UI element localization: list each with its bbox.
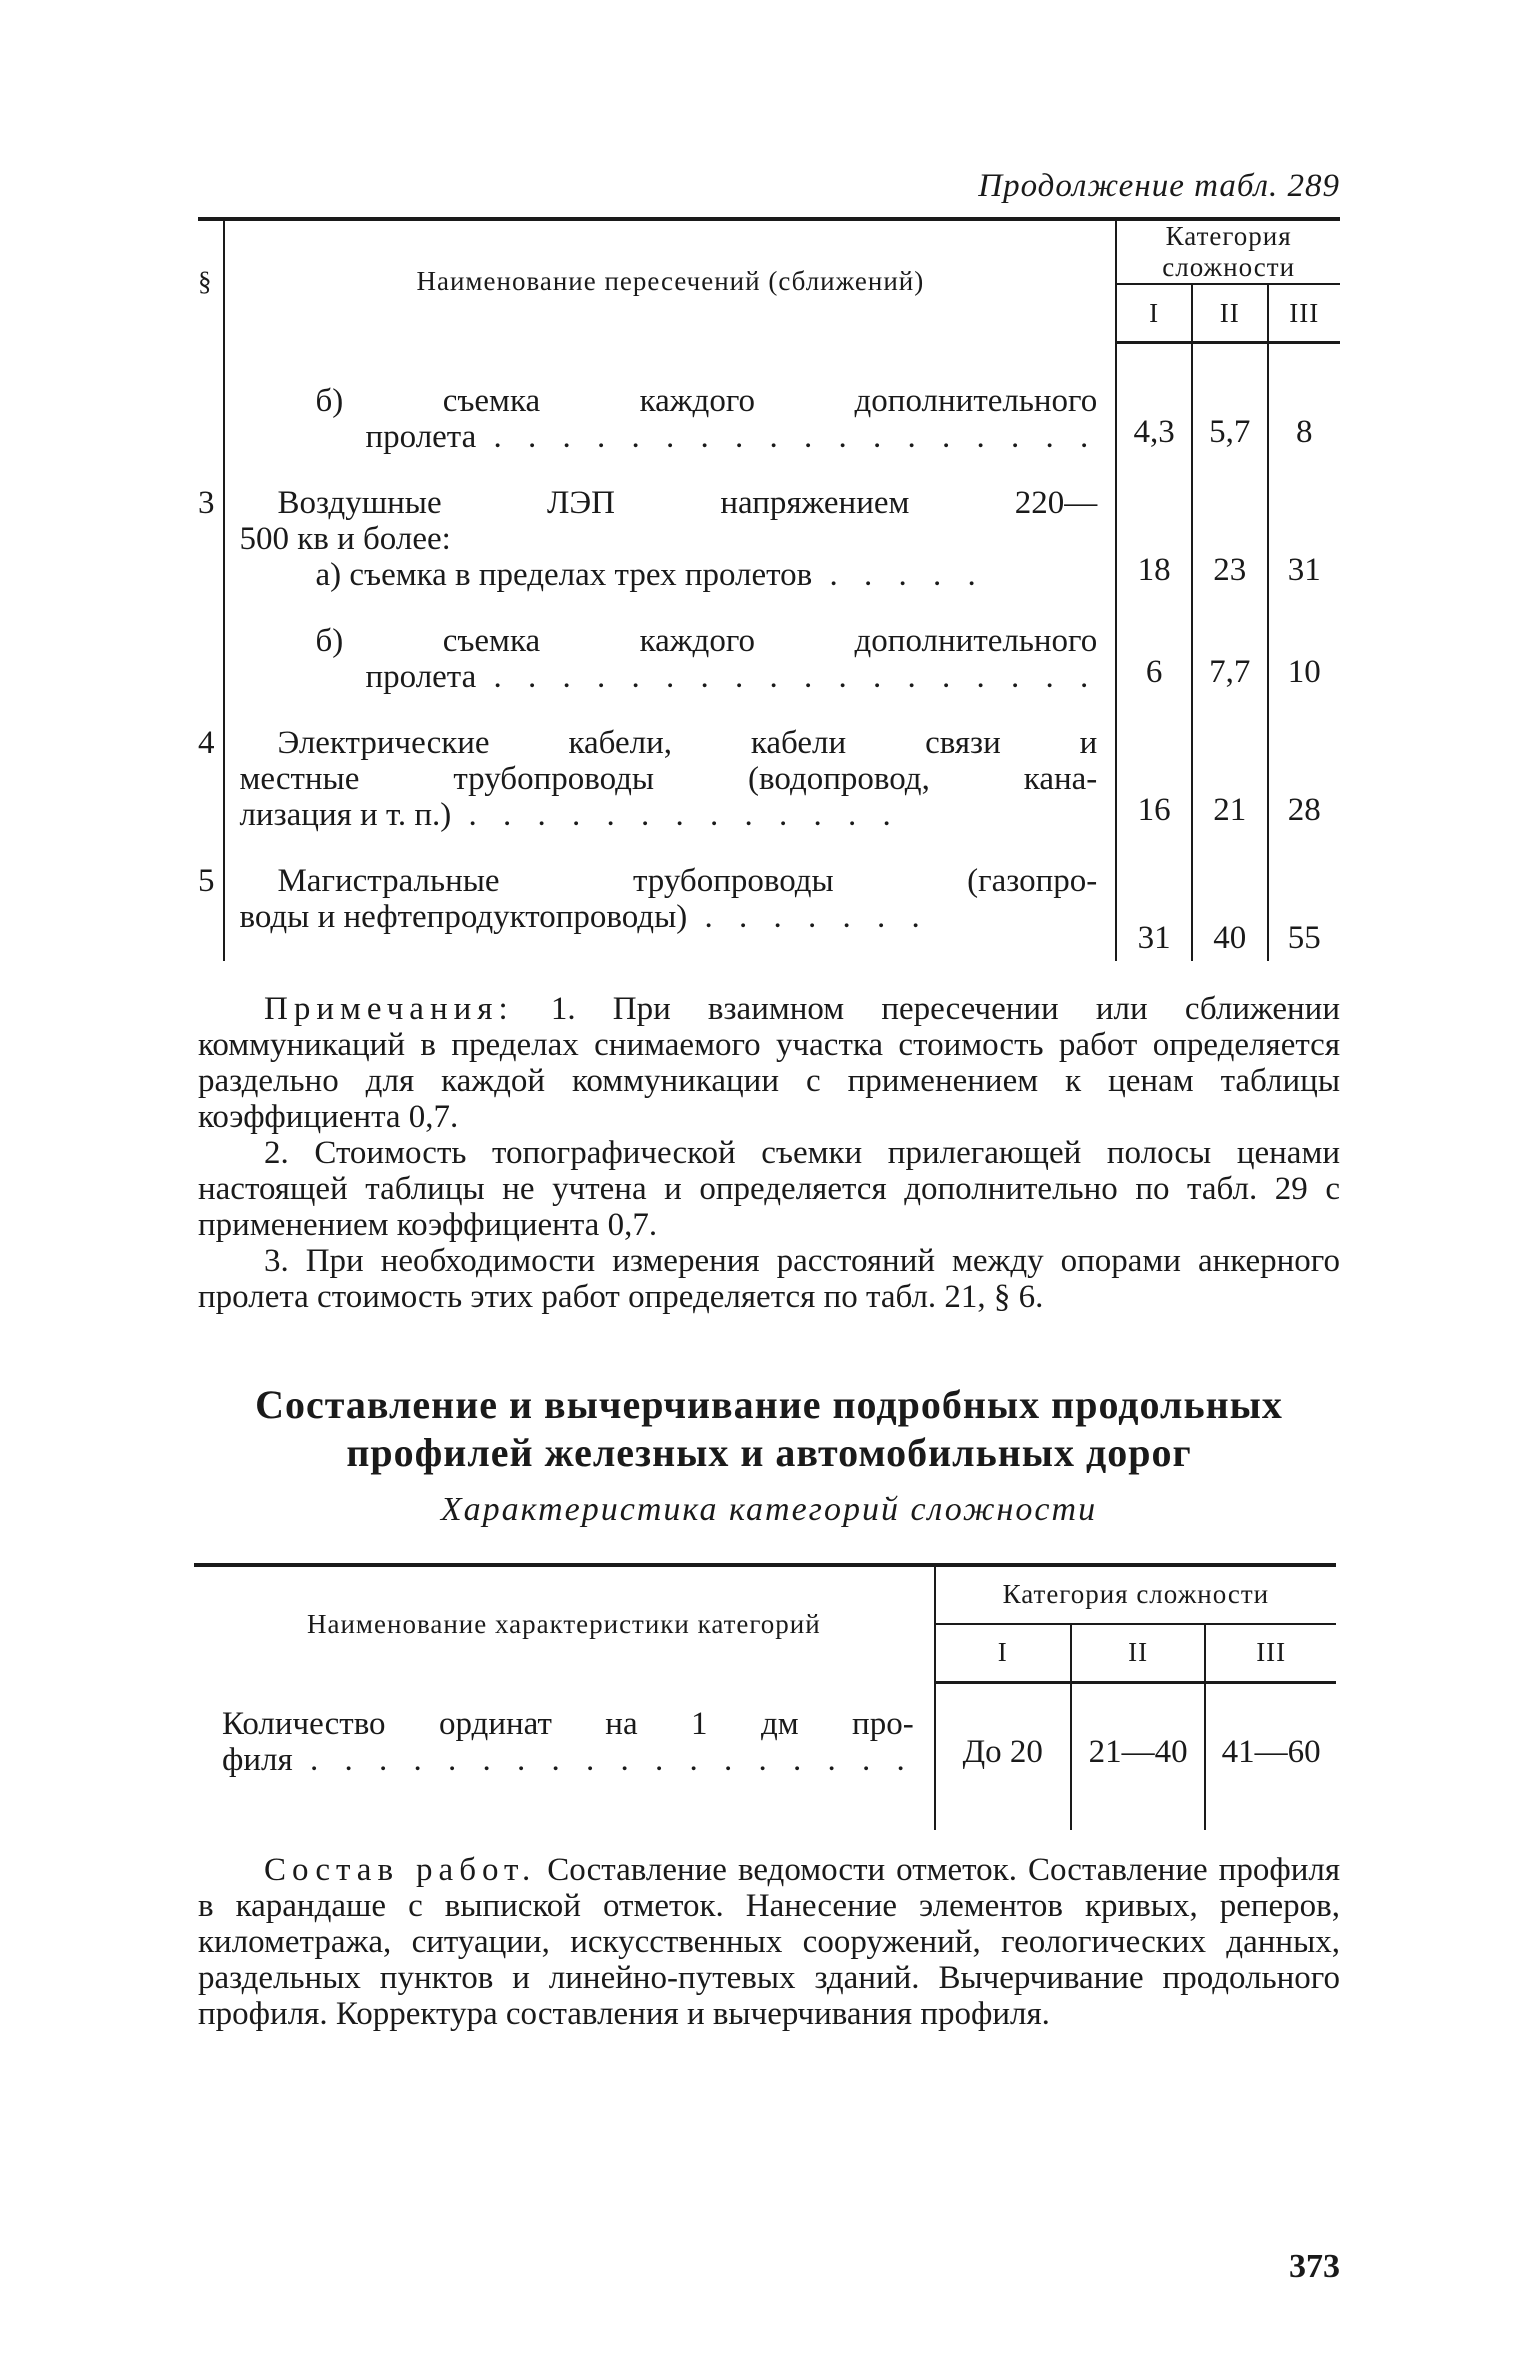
row-cat-1: 4,3 (1116, 343, 1192, 455)
row-section (198, 593, 224, 695)
row-cat-1: 18 (1116, 455, 1192, 593)
row-cat-1: До 20 (935, 1682, 1071, 1830)
row-name: Воздушные ЛЭП напряжением 220— 500 кв и более: а) съемка в пределах трех пролетов . . . . . (224, 455, 1116, 593)
header-category: Категория сложности (935, 1565, 1336, 1624)
row-cat-2: 21—40 (1071, 1682, 1206, 1830)
row-cat-1: 16 (1116, 695, 1192, 833)
table-crossings (198, 217, 1340, 961)
note-1: Примечания: 1. При взаимном пересечении или сближении коммуникаций в пределах снимаемого участка стоимость работ определяется раздельно для каждой коммуникации с применением к ценам таблицы коэффициента 0,7. (198, 990, 1341, 1135)
section-subtitle: Характеристика категорий сложности (440, 1490, 1098, 1528)
header-cat-1: I (935, 1624, 1071, 1683)
header-name: Наименование пересечений (сближений) (224, 219, 1116, 343)
table-row (198, 593, 1340, 695)
row-name: б) съемка каждого дополнительного пролета . . . . . . . . . . . . . . . . . . (224, 593, 1116, 695)
row-name: Магистральные трубопроводы (газопро- воды и нефтепродуктопроводы) . . . . . . . (224, 833, 1116, 961)
table-row (198, 455, 1340, 593)
row-section: 4 (198, 724, 215, 761)
header-name: Наименование характеристики категорий (194, 1565, 935, 1683)
row-cat-3: 8 (1296, 413, 1313, 450)
note-2: 2. Стоимость топографической съемки прилегающей полосы ценами настоящей таблицы не учтена и определяется дополнительно по табл. 29 с применением коэффициента 0,7. (198, 1134, 1340, 1243)
row-cat-3: 41—60 (1221, 1734, 1321, 1771)
header-cat-1: I (1116, 284, 1192, 343)
table-categories (194, 1563, 1336, 1831)
row-cat-3: 31 (1287, 551, 1321, 588)
row-name: Электрические кабели, кабели связи и местные трубопроводы (водопровод, кана- лизация и т. п.) . . . . . . . . . . . . . (224, 695, 1116, 833)
row-cat-1: 6 (1116, 593, 1192, 695)
row-cat-1: 31 (1116, 833, 1192, 961)
row-cat-3: 55 (1287, 919, 1321, 956)
page-number: 373 (1289, 2248, 1340, 2285)
row-section: 5 (198, 862, 215, 899)
table-row (198, 695, 1340, 833)
row-cat-2: 21 (1192, 695, 1268, 833)
header-cat-2: II (1071, 1624, 1206, 1683)
table-row (198, 833, 1340, 961)
section-title: Составление и вычерчивание подробных продольных профилей железных и автомобильных дорог (255, 1381, 1283, 1475)
row-cat-2: 5,7 (1192, 343, 1268, 455)
row-cat-3: 10 (1287, 653, 1321, 690)
row-section: 3 (198, 484, 215, 521)
header-cat-2: II (1192, 284, 1268, 343)
row-cat-2: 23 (1192, 455, 1268, 593)
work-composition: Состав работ. Составление ведомости отметок. Составление профиля в карандаше с выпиской отметок. Нанесение элементов кривых, реперов, километража, ситуации, искусственных сооружений, геологических данных, раздельных пунктов и линейно-путевых зданий. Вычерчивание продольного профиля. Корректура составления и вычерчивания профиля. (198, 1852, 1341, 2032)
header-cat-3: III (1268, 284, 1340, 343)
row-section (198, 343, 224, 455)
row-name: Количество ординат на 1 дм про- филя . . . . . . . . . . . . . . . . . . (194, 1682, 935, 1830)
row-name: б) съемка каждого дополнительного пролета . . . . . . . . . . . . . . . . . . (224, 343, 1116, 455)
row-cat-2: 7,7 (1192, 593, 1268, 695)
row-cat-3: 28 (1287, 791, 1321, 828)
notes (198, 991, 1340, 1315)
table-row (194, 1682, 1336, 1830)
header-section: § (198, 219, 224, 343)
header-category: Категория сложности (1116, 219, 1340, 284)
page (198, 168, 1340, 2032)
continuation-caption: Продолжение табл. 289 (978, 168, 1340, 204)
row-cat-2: 40 (1192, 833, 1268, 961)
table-row (198, 343, 1340, 455)
note-3: 3. При необходимости измерения расстояний между опорами анкерного пролета стоимость этих работ определяется по табл. 21, § 6. (198, 1242, 1340, 1315)
header-cat-3: III (1205, 1624, 1336, 1683)
